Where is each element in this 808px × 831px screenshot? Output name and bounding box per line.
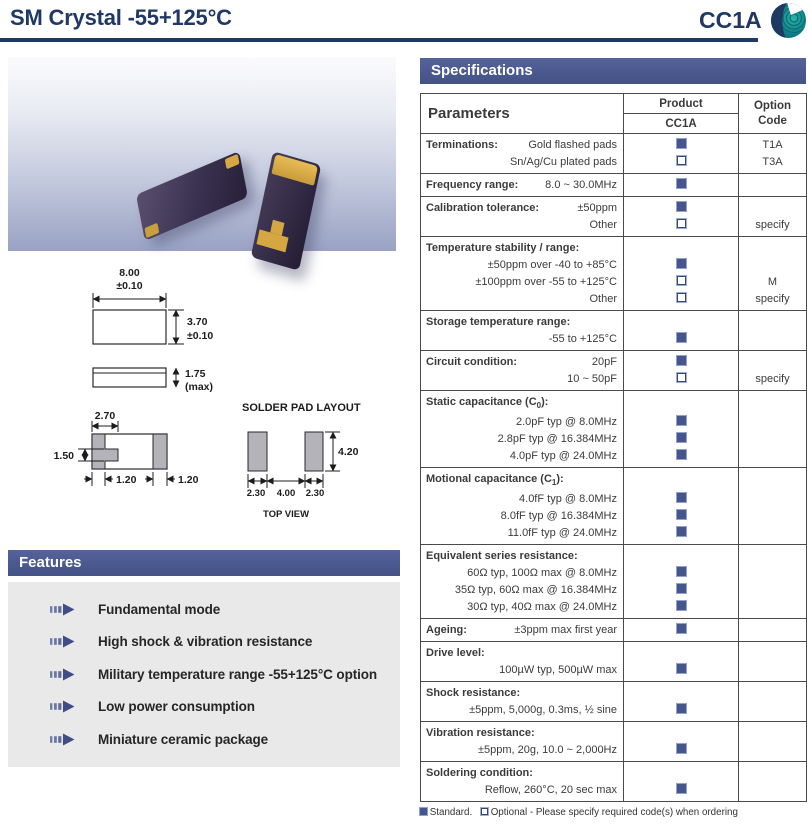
- product-mark-cell: [624, 508, 739, 525]
- parameter-cell: [421, 274, 624, 291]
- svg-text:4.00: 4.00: [276, 488, 296, 499]
- svg-text:±0.10: ±0.10: [116, 280, 143, 292]
- parameter-cell: [421, 217, 624, 237]
- spec-value: ±5ppm, 20g, 10.0 ~ 2,000Hz: [477, 743, 617, 756]
- parameter-cell: [421, 722, 624, 742]
- spec-label: Circuit condition:: [426, 355, 518, 368]
- spec-value: 30Ω typ, 40Ω max @ 24.0MHz: [467, 600, 617, 613]
- product-mark-cell: [624, 619, 739, 642]
- package-top-view-drawing: [93, 267, 213, 344]
- spec-label: Storage temperature range:: [426, 315, 571, 328]
- parameter-cell: [421, 508, 624, 525]
- product-photo: [8, 57, 396, 251]
- product-mark-cell: [624, 274, 739, 291]
- features-panel: [8, 582, 400, 767]
- spec-row: [421, 762, 807, 802]
- parameter-cell: [421, 448, 624, 468]
- spec-value: 100µW typ, 500µW max: [499, 663, 617, 676]
- spec-label: Terminations:: [426, 138, 498, 151]
- spec-value: Other: [589, 218, 617, 231]
- filled-square-mark-icon: [677, 744, 686, 753]
- spec-value: 35Ω typ, 60Ω max @ 16.384MHz: [454, 583, 617, 596]
- package-side-view-drawing: [93, 368, 213, 393]
- spec-row: [421, 237, 807, 311]
- spec-value: 8.0 ~ 30.0MHz: [545, 178, 617, 191]
- spec-value: Other: [589, 292, 617, 305]
- filled-square-mark-icon: [677, 202, 686, 211]
- filled-square-mark-icon: [677, 139, 686, 148]
- gold-end-pad: [271, 154, 318, 186]
- svg-text:1.75: 1.75: [185, 368, 206, 380]
- product-mark-cell: [624, 565, 739, 582]
- option-code-cell: M: [767, 275, 778, 288]
- option-code-cell: [739, 237, 807, 257]
- spec-label: Equivalent series resistance:: [426, 549, 578, 562]
- svg-text:3.70: 3.70: [187, 316, 208, 328]
- option-code-cell: specify: [755, 292, 790, 305]
- spec-row: [421, 468, 807, 545]
- filled-square-mark-icon: [677, 450, 686, 459]
- parameter-cell: [421, 642, 624, 662]
- open-square-mark-icon: [677, 219, 686, 228]
- arrow-bullet-icon: [50, 603, 76, 616]
- feature-item: [50, 697, 400, 717]
- option-code-cell: [739, 662, 807, 682]
- spec-value: ±50ppm over -40 to +85°C: [487, 258, 617, 271]
- product-mark-cell: [624, 662, 739, 682]
- feature-item: [50, 632, 400, 652]
- open-square-mark-icon: [677, 156, 686, 165]
- gold-pad: [225, 154, 240, 170]
- product-mark-cell: [624, 491, 739, 508]
- parameter-cell: [421, 599, 624, 619]
- option-code-header: Option Code: [753, 99, 792, 127]
- parameter-cell: [421, 662, 624, 682]
- specifications-section-header: Specifications: [420, 58, 806, 84]
- parameter-cell: [421, 311, 624, 331]
- parameter-cell: [421, 565, 624, 582]
- parameter-cell: [421, 291, 624, 311]
- filled-square-mark-icon: [677, 584, 686, 593]
- svg-text:±0.10: ±0.10: [187, 330, 214, 342]
- spec-row: [421, 545, 807, 619]
- spec-row: [421, 722, 807, 762]
- gold-pad: [144, 223, 159, 239]
- filled-square-mark-icon: [677, 493, 686, 502]
- spec-row: [421, 619, 807, 642]
- option-code-cell: [739, 642, 807, 662]
- swirl-globe-logo-icon: [770, 2, 807, 39]
- option-code-cell: [739, 468, 807, 491]
- legend-filled-square-icon: [420, 808, 427, 815]
- spec-row: [421, 197, 807, 237]
- page-title: SM Crystal -55+125°C: [10, 5, 232, 30]
- option-code-cell: specify: [755, 218, 790, 231]
- option-code-cell: [739, 414, 807, 431]
- feature-text: Low power consumption: [98, 699, 255, 714]
- spec-value: 10 ~ 50pF: [567, 372, 617, 385]
- option-code-cell: [739, 311, 807, 331]
- filled-square-mark-icon: [677, 664, 686, 673]
- features-list: [50, 599, 400, 749]
- specifications-table-container: [420, 93, 806, 818]
- features-section-header: Features: [8, 550, 400, 576]
- table-legend: [420, 807, 806, 818]
- option-code-cell: [739, 702, 807, 722]
- spec-label: Drive level:: [426, 646, 485, 659]
- header-rule: [0, 38, 758, 42]
- filled-square-mark-icon: [677, 601, 686, 610]
- parameter-cell: [421, 619, 624, 642]
- parameter-cell: [421, 257, 624, 274]
- product-mark-cell: [624, 257, 739, 274]
- product-mark-cell: [624, 311, 739, 331]
- svg-text:2.30: 2.30: [305, 488, 325, 499]
- product-mark-cell: [624, 525, 739, 545]
- solder-pad-layout-drawing: [242, 402, 361, 520]
- option-code-cell: [739, 391, 807, 414]
- arrow-bullet-icon: [50, 700, 76, 713]
- option-code-cell: [739, 508, 807, 525]
- filled-square-mark-icon: [677, 567, 686, 576]
- svg-text:2.70: 2.70: [94, 410, 116, 422]
- option-code-cell: [739, 599, 807, 619]
- parameter-cell: [421, 582, 624, 599]
- spec-label: Motional capacitance $(C_1)$:: [426, 472, 564, 487]
- spec-value: 20pF: [591, 355, 617, 368]
- parameter-cell: [421, 391, 624, 414]
- option-code-cell: [739, 197, 807, 217]
- parameters-header: Parameters: [421, 94, 624, 134]
- spec-label: Calibration tolerance:: [426, 201, 540, 214]
- feature-item: [50, 599, 400, 619]
- arrow-bullet-icon: [50, 733, 76, 746]
- svg-text:1.50: 1.50: [53, 450, 74, 462]
- parameter-cell: [421, 371, 624, 391]
- parameter-cell: [421, 351, 624, 371]
- parameter-cell: [421, 545, 624, 565]
- legend-standard-text: Standard.: [429, 807, 473, 819]
- spec-label: Vibration resistance:: [426, 726, 535, 739]
- crystal-package-top-view: [136, 151, 248, 241]
- option-code-cell: [739, 619, 807, 642]
- product-header: Product: [624, 94, 739, 114]
- parameter-cell: [421, 682, 624, 702]
- dimension-drawing: [8, 253, 400, 545]
- spec-label: Ageing:: [426, 623, 467, 636]
- option-code-cell: [739, 782, 807, 802]
- package-underside-drawing: [54, 410, 199, 486]
- filled-square-mark-icon: [677, 624, 686, 633]
- option-code-cell: [739, 545, 807, 565]
- parameter-cell: [421, 431, 624, 448]
- product-mark-cell: [624, 702, 739, 722]
- feature-text: Fundamental mode: [98, 601, 221, 617]
- product-mark-cell: [624, 545, 739, 565]
- option-code-cell: [739, 565, 807, 582]
- product-mark-cell: [624, 742, 739, 762]
- spec-label: Soldering condition:: [426, 766, 533, 779]
- product-mark-cell: [624, 468, 739, 491]
- spec-row: [421, 391, 807, 468]
- arrow-bullet-icon: [50, 635, 76, 648]
- svg-text:1.20: 1.20: [178, 474, 199, 486]
- spec-value: 60Ω typ, 100Ω max @ 8.0MHz: [467, 566, 617, 579]
- feature-item: [50, 664, 400, 684]
- option-code-cell: [739, 742, 807, 762]
- spec-row: [421, 134, 807, 174]
- legend-open-square-icon: [481, 808, 488, 815]
- parameter-cell: [421, 702, 624, 722]
- spec-value: ±3ppm max first year: [514, 623, 617, 636]
- open-square-mark-icon: [677, 276, 686, 285]
- option-code-cell: [739, 722, 807, 742]
- spec-table: [420, 93, 807, 802]
- parameter-cell: [421, 782, 624, 802]
- product-mark-cell: [624, 351, 739, 371]
- filled-square-mark-icon: [677, 333, 686, 342]
- svg-text:8.00: 8.00: [119, 267, 140, 279]
- open-square-mark-icon: [677, 373, 686, 382]
- product-mark-cell: [624, 642, 739, 662]
- option-code-cell: [739, 331, 807, 351]
- option-code-cell: [739, 762, 807, 782]
- option-code-cell: [739, 491, 807, 508]
- parameter-cell: [421, 468, 624, 491]
- spec-value: 8.0fF typ @ 16.384MHz: [500, 509, 617, 522]
- spec-value: ±5ppm, 5,000g, 0.3ms, ½ sine: [469, 703, 617, 716]
- feature-text: High shock & vibration resistance: [98, 634, 313, 649]
- option-code-cell: [739, 582, 807, 599]
- option-code-cell: [739, 525, 807, 545]
- filled-square-mark-icon: [677, 527, 686, 536]
- product-mark-cell: [624, 237, 739, 257]
- spec-value: 4.0fF typ @ 8.0MHz: [519, 492, 617, 505]
- product-mark-cell: [624, 197, 739, 217]
- parameter-cell: [421, 414, 624, 431]
- parameter-cell: [421, 134, 624, 154]
- option-code-cell: [739, 351, 807, 371]
- product-mark-cell: [624, 448, 739, 468]
- svg-text:4.20: 4.20: [338, 446, 359, 458]
- spec-row: [421, 642, 807, 682]
- product-mark-cell: [624, 291, 739, 311]
- parameter-cell: [421, 174, 624, 197]
- product-mark-cell: [624, 762, 739, 782]
- product-mark-cell: [624, 391, 739, 414]
- option-code-cell: [739, 448, 807, 468]
- parameter-cell: [421, 154, 624, 174]
- spec-value: 4.0pF typ @ 24.0MHz: [509, 449, 617, 462]
- spec-value: Reflow, 260°C, 20 sec max: [484, 783, 617, 796]
- spec-value: 2.8pF typ @ 16.384MHz: [497, 432, 617, 445]
- filled-square-mark-icon: [677, 433, 686, 442]
- feature-text: Military temperature range -55+125°C option: [98, 666, 378, 682]
- parameter-cell: [421, 331, 624, 351]
- spec-value: 11.0fF typ @ 24.0MHz: [507, 526, 617, 539]
- parameter-cell: [421, 237, 624, 257]
- spec-label: Shock resistance:: [426, 686, 521, 699]
- product-mark-cell: [624, 682, 739, 702]
- product-mark-cell: [624, 371, 739, 391]
- product-mark-cell: [624, 782, 739, 802]
- spec-label: Frequency range:: [426, 178, 519, 191]
- option-code-cell: [739, 682, 807, 702]
- spec-table-head: [421, 94, 807, 134]
- open-square-mark-icon: [677, 293, 686, 302]
- parameter-cell: [421, 742, 624, 762]
- product-mark-cell: [624, 134, 739, 154]
- legend-optional-text: Optional - Please specify required code(s) when ordering: [490, 807, 738, 819]
- product-mark-cell: [624, 431, 739, 448]
- product-mark-cell: [624, 722, 739, 742]
- spec-row: [421, 311, 807, 351]
- svg-text:2.30: 2.30: [246, 488, 266, 499]
- parameter-cell: [421, 197, 624, 217]
- option-code-cell: [739, 174, 807, 197]
- filled-square-mark-icon: [677, 510, 686, 519]
- spec-row: [421, 174, 807, 197]
- parameter-cell: [421, 525, 624, 545]
- spec-value: 2.0pF typ @ 8.0MHz: [515, 415, 617, 428]
- parameter-cell: [421, 491, 624, 508]
- option-code-cell: [739, 257, 807, 274]
- filled-square-mark-icon: [677, 704, 686, 713]
- product-mark-cell: [624, 414, 739, 431]
- filled-square-mark-icon: [677, 356, 686, 365]
- option-code-cell: specify: [755, 372, 790, 385]
- spec-value: Gold flashed pads: [528, 138, 617, 151]
- option-code-cell: T1A: [762, 138, 783, 151]
- svg-text:(max): (max): [185, 381, 214, 393]
- product-mark-cell: [624, 582, 739, 599]
- filled-square-mark-icon: [677, 416, 686, 425]
- filled-square-mark-icon: [677, 784, 686, 793]
- spec-value: ±50ppm: [577, 201, 617, 214]
- svg-text:SOLDER PAD LAYOUT: SOLDER PAD LAYOUT: [242, 402, 361, 414]
- product-mark-cell: [624, 154, 739, 174]
- spec-row: [421, 351, 807, 391]
- spec-value: Sn/Ag/Cu plated pads: [509, 155, 617, 168]
- spec-label: Temperature stability / range:: [426, 241, 580, 254]
- product-mark-cell: [624, 217, 739, 237]
- option-code-cell: [739, 431, 807, 448]
- spec-value: -55 to +125°C: [548, 332, 617, 345]
- product-code: CC1A: [699, 7, 762, 33]
- filled-square-mark-icon: [677, 259, 686, 268]
- svg-text:TOP VIEW: TOP VIEW: [262, 509, 310, 520]
- feature-item: [50, 729, 400, 749]
- parameter-cell: [421, 762, 624, 782]
- spec-label: Static capacitance $(C_0)$:: [426, 395, 549, 410]
- svg-text:1.20: 1.20: [116, 474, 137, 486]
- filled-square-mark-icon: [677, 179, 686, 188]
- feature-text: Miniature ceramic package: [98, 731, 269, 747]
- product-mark-cell: [624, 174, 739, 197]
- product-mark-cell: [624, 331, 739, 351]
- spec-value: ±100ppm over -55 to +125°C: [475, 275, 617, 288]
- option-code-cell: T3A: [762, 155, 783, 168]
- spec-row: [421, 682, 807, 722]
- product-model-header: CC1A: [624, 114, 739, 134]
- product-mark-cell: [624, 599, 739, 619]
- arrow-bullet-icon: [50, 668, 76, 681]
